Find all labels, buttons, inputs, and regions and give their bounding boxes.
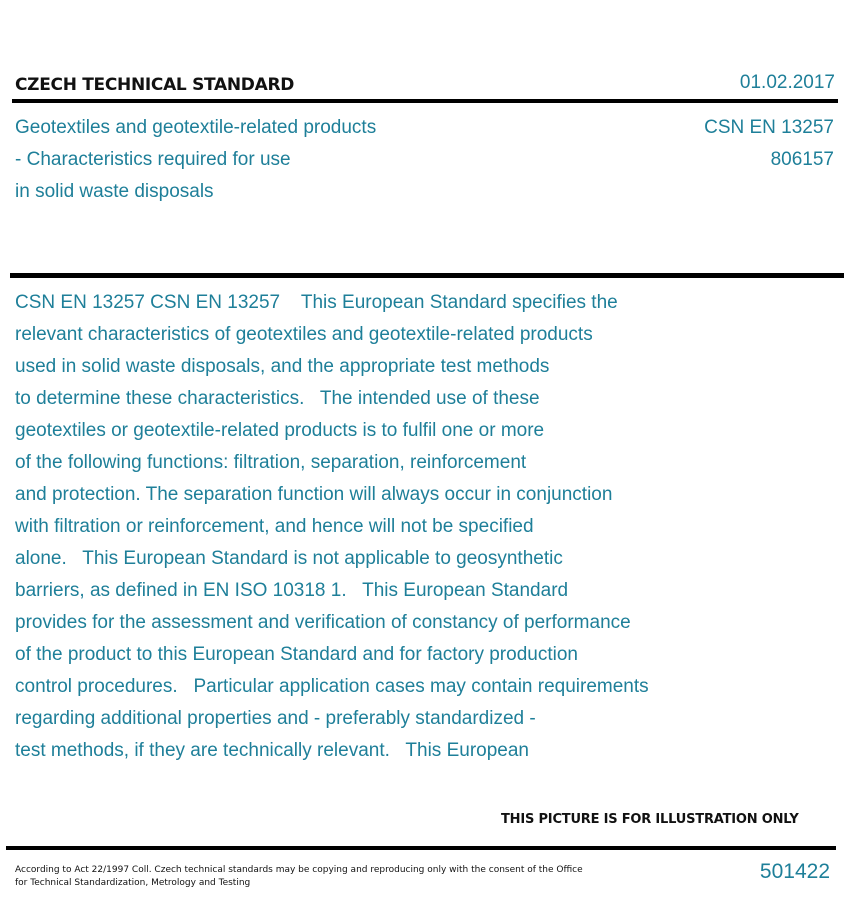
abstract-line: to determine these characteristics. The intended use of these — [15, 388, 540, 409]
abstract-line: provides for the assessment and verification of constancy of performance — [15, 612, 631, 633]
document-id-number: 501422 — [759, 860, 830, 883]
standard-title-line-2: - Characteristics required for use — [15, 149, 291, 170]
standard-title-line-1: Geotextiles and geotextile-related products — [15, 117, 377, 138]
abstract-text — [15, 287, 775, 767]
abstract-line: used in solid waste disposals, and the appropriate test methods — [15, 356, 550, 377]
standard-code: CSN EN 13257 — [704, 117, 834, 138]
legal-notice — [15, 864, 585, 890]
abstract-line: barriers, as defined in EN ISO 10318 1. This European Standard — [15, 580, 569, 601]
legal-notice-line-1: According to Act 22/1997 Coll. Czech technical standards may be copying and reproducing only with the consent of the Office — [15, 865, 583, 875]
abstract-line: of the product to this European Standard and for factory production — [15, 644, 578, 665]
standard-number: 806157 — [770, 149, 834, 170]
abstract-line: relevant characteristics of geotextiles and geotextile-related products — [15, 324, 593, 345]
abstract-line: with filtration or reinforcement, and hence will not be specified — [15, 516, 534, 537]
abstract-line: regarding additional properties and - preferably standardized - — [15, 708, 536, 729]
abstract-line: alone. This European Standard is not applicable to geosynthetic — [15, 548, 563, 569]
abstract-line: test methods, if they are technically relevant. This European — [15, 740, 529, 761]
abstract-line: of the following functions: filtration, separation, reinforcement — [15, 452, 527, 473]
standard-title-line-3: in solid waste disposals — [15, 181, 214, 202]
header-divider — [12, 99, 838, 103]
illustration-disclaimer: THIS PICTURE IS FOR ILLUSTRATION ONLY — [501, 812, 799, 827]
abstract-line: control procedures. Particular application cases may contain requirements — [15, 676, 649, 697]
footer-divider — [6, 846, 836, 850]
document-type-title: CZECH TECHNICAL STANDARD — [15, 75, 295, 95]
legal-notice-line-2: for Technical Standardization, Metrology and Testing — [15, 878, 251, 888]
title-divider — [10, 273, 844, 278]
publication-date: 01.02.2017 — [739, 72, 835, 93]
abstract-line: CSN EN 13257 CSN EN 13257 This European Standard specifies the — [15, 292, 618, 313]
abstract-line: and protection. The separation function will always occur in conjunction — [15, 484, 613, 505]
abstract-line: geotextiles or geotextile-related products is to fulfil one or more — [15, 420, 545, 441]
